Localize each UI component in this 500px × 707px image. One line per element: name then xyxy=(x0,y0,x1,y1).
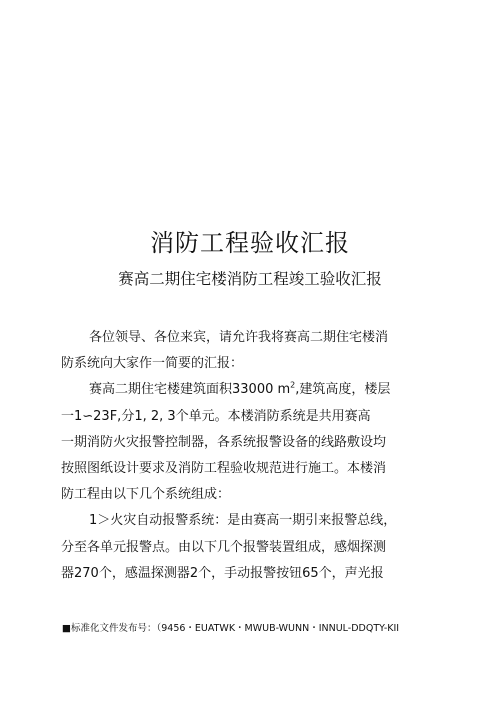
paragraph-line xyxy=(61,377,441,403)
paragraph-line: 1＞火灾自动报警系统：是由赛高一期引来报警总线， xyxy=(89,513,397,529)
paragraph-line: 防工程由以下几个系统组成： xyxy=(61,487,231,503)
paragraph-line: 一1∽23F,分1, 2, 3个单元。本楼消防系统是共用赛高 xyxy=(61,408,371,424)
area-text: 赛高二期住宅楼建筑面积33000 m xyxy=(89,382,291,398)
paragraph-line: 按照图纸设计要求及消防工程验收规范进行施工。本楼消 xyxy=(61,461,387,477)
paragraph-line: 防系统向大家作一简要的汇报： xyxy=(61,356,244,372)
paragraph-line: 一期消防火灾报警控制器，各系统报警设备的线路敷设均 xyxy=(61,434,387,450)
paragraph-line: 分至各单元报警点。由以下几个报警装置组成，感烟探测 xyxy=(61,539,387,555)
document-footer: ■标准化文件发布号：（9456・EUATWK・MWUB-WUNN・INNUL-DDQTY-KII xyxy=(62,623,400,634)
paragraph-line: 各位领导、各位来宾，请允许我将赛高二期住宅楼消 xyxy=(89,330,389,345)
document-body xyxy=(61,325,441,587)
paragraph-line: 器270个，感温探测器2个，手动报警按钮65个，声光报 xyxy=(61,565,384,581)
document-title: 消防工程验收汇报 xyxy=(150,229,350,257)
height-text: ,建筑高度，楼层 xyxy=(295,382,391,398)
document-subtitle: 赛高二期住宅楼消防工程竣工验收汇报 xyxy=(118,270,382,288)
superscript: 2 xyxy=(290,381,296,391)
